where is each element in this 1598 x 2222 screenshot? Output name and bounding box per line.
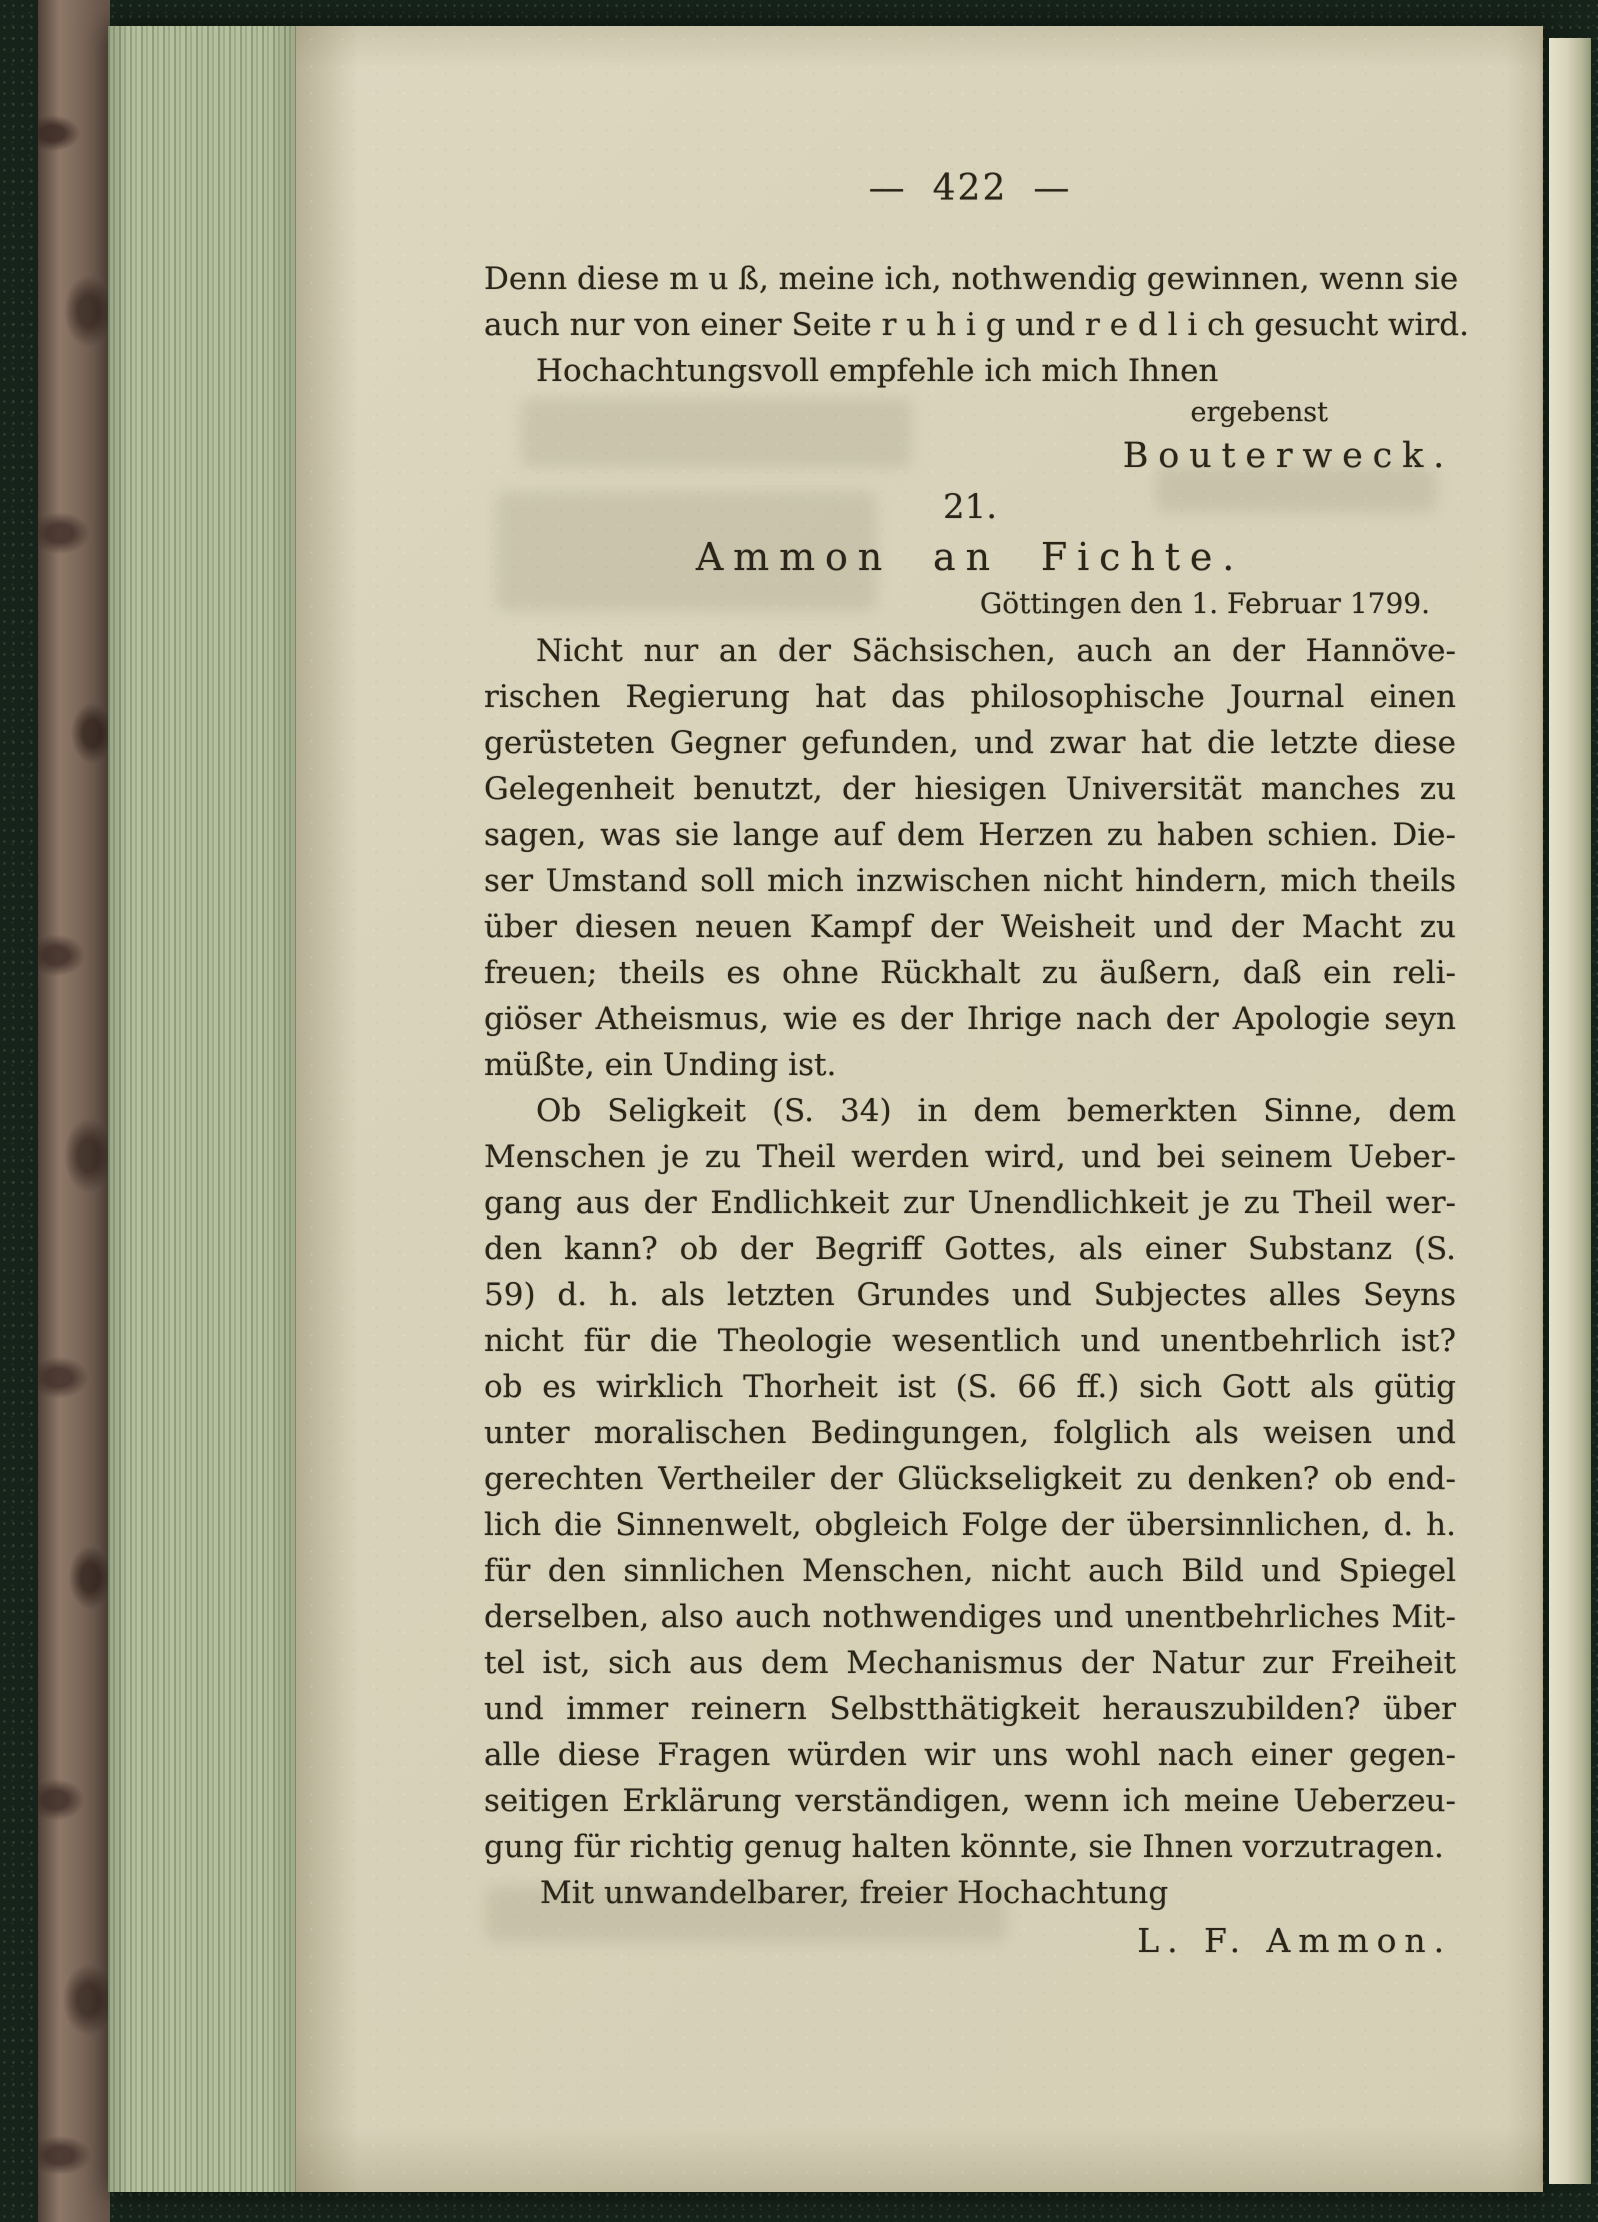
text-line: giöser Atheismus, wie es der Ihrige nach der Apologie seyn [484,1001,1456,1037]
letter-21-title: Ammon an Fichte. [695,535,1245,579]
letter-21-dateline: Göttingen den 1. Februar 1799. [979,587,1430,620]
page-number-value: 422 [932,168,1008,209]
text-line: derselben, also auch nothwendiges und unentbehrliches Mit- [484,1599,1456,1635]
text-line: 59) d. h. als letzten Grundes und Subjectes alles Seyns [484,1277,1456,1313]
text-line: ob es wirklich Thorheit ist (S. 66 ff.) sich Gott als gütig [484,1369,1456,1405]
text-line: gerechten Vertheiler der Glückseligkeit zu denken? ob end- [484,1461,1456,1497]
text-line: Denn diese m u ß, meine ich, nothwendig gewinnen, wenn sie [484,261,1459,297]
text-line: lich die Sinnenwelt, obgleich Folge der übersinnlichen, d. h. [484,1507,1456,1543]
text-line: und immer reinern Selbstthätigkeit herauszubilden? über [484,1691,1456,1727]
page-number [484,166,1456,212]
letter-21-paragraph-1 [484,628,1456,1088]
letterpress-text-area [296,26,1469,2192]
letter-20-closing-paragraph [484,256,1469,394]
text-line: auch nur von einer Seite r u h i g und r e d l i ch gesucht wird. [484,307,1469,343]
adjacent-page-edge [1549,38,1591,2184]
letter-20-valediction: ergebenst [1190,397,1328,428]
text-line: unter moralischen Bedingungen, folglich als weisen und [484,1415,1456,1451]
text-line: den kann? ob der Begriff Gottes, als einer Substanz (S. [484,1231,1456,1267]
letter-20-signature: Bouterweck. [1122,436,1454,476]
text-line: freuen; theils es ohne Rückhalt zu äußern, daß ein reli- [484,955,1456,991]
page-number-right-dash: — [1033,168,1072,209]
text-line: rischen Regierung hat das philosophische Journal einen [484,679,1456,715]
letter-21-signature: L. F. Ammon. [1137,1921,1452,1960]
text-line: Menschen je zu Theil werden wird, und bei seinem Ueber- [484,1139,1456,1175]
text-line: Nicht nur an der Sächsischen, auch an der Hannöve- [536,633,1456,669]
page-number-left-dash: — [868,168,907,209]
text-line: müßte, ein Unding ist. [484,1047,837,1083]
text-line: gerüsteten Gegner gefunden, und zwar hat die letzte diese [484,725,1456,761]
letter-21-paragraph-2 [484,1088,1456,1870]
text-line: gung für richtig genug halten könnte, sie Ihnen vorzutragen. [484,1829,1444,1865]
text-line: Ob Seligkeit (S. 34) in dem bemerkten Sinne, dem [536,1093,1456,1129]
book-page-block [108,26,1543,2192]
text-line: tel ist, sich aus dem Mechanismus der Natur zur Freiheit [484,1645,1456,1681]
text-line: gang aus der Endlichkeit zur Unendlichkeit je zu Theil wer- [484,1185,1456,1221]
text-line: für den sinnlichen Menschen, nicht auch Bild und Spiegel [484,1553,1456,1589]
text-line: Hochachtungsvoll empfehle ich mich Ihnen [536,353,1219,389]
page-fore-edge [108,26,296,2192]
book-cover-marbled-edge [38,0,110,2222]
text-line: alle diese Fragen würden wir uns wohl nach einer gegen- [484,1737,1456,1773]
letter-21-number: 21. [942,487,998,527]
text-line: Gelegenheit benutzt, der hiesigen Universität manches zu [484,771,1456,807]
letter-21-closing: Mit unwandelbarer, freier Hochachtung [540,1875,1169,1911]
text-line: seitigen Erklärung verständigen, wenn ich meine Ueberzeu- [484,1783,1456,1819]
text-line: sagen, was sie lange auf dem Herzen zu haben schien. Die- [484,817,1456,853]
text-line: nicht für die Theologie wesentlich und unentbehrlich ist? [484,1323,1456,1359]
text-line: ser Umstand soll mich inzwischen nicht hindern, mich theils [484,863,1456,899]
text-line: über diesen neuen Kampf der Weisheit und der Macht zu [484,909,1456,945]
